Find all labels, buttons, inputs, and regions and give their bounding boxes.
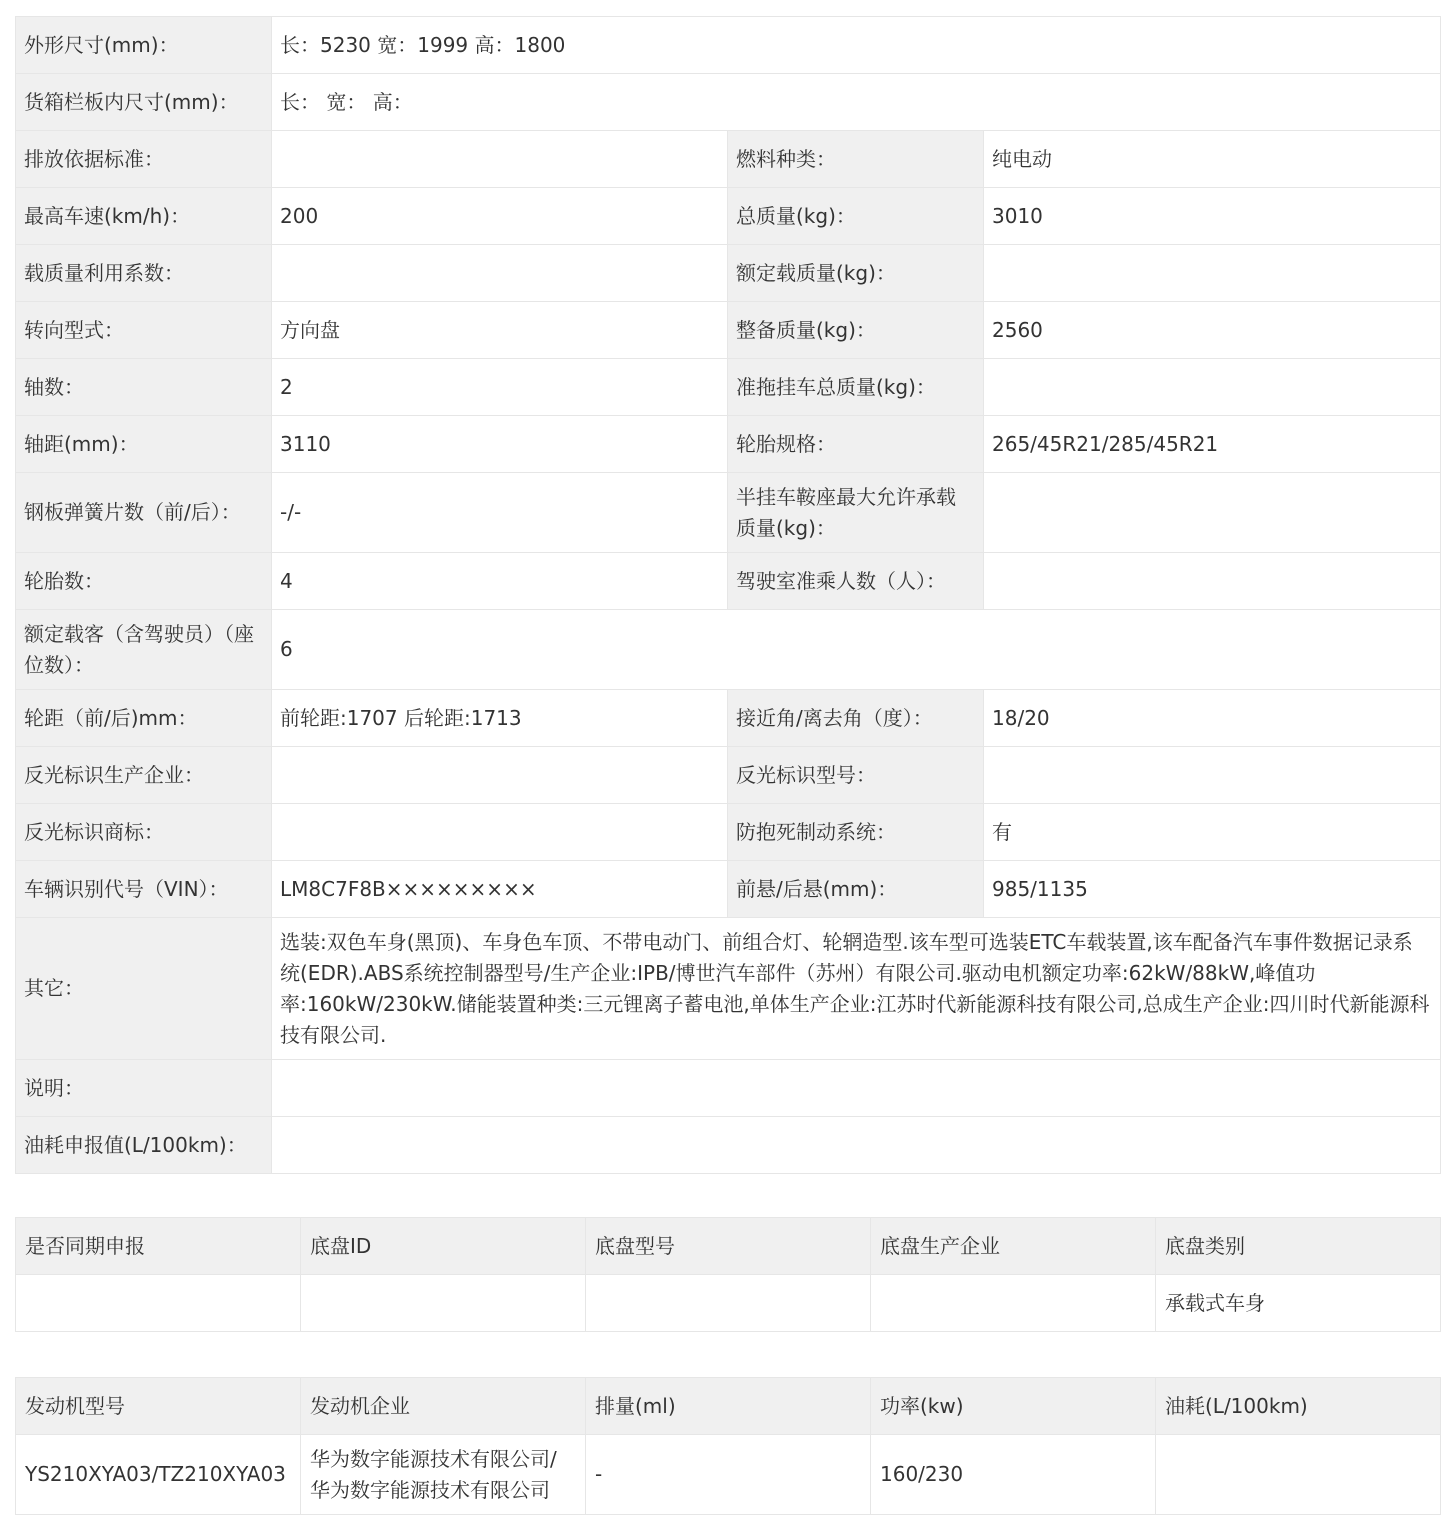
vehicle-spec-table [15, 16, 1441, 1174]
spec-label: 前悬/后悬(mm)： [728, 861, 984, 918]
spec-label: 燃料种类： [728, 131, 984, 188]
spec-label: 轮胎数： [16, 553, 272, 610]
spec-value: 200 [272, 188, 728, 245]
spec-value: 方向盘 [272, 302, 728, 359]
table-cell [586, 1275, 871, 1332]
column-header: 底盘ID [301, 1218, 586, 1275]
table-row [16, 245, 1441, 302]
spec-value [984, 245, 1441, 302]
spec-value: 985/1135 [984, 861, 1441, 918]
table-cell: 华为数字能源技术有限公司/华为数字能源技术有限公司 [301, 1435, 586, 1515]
table-row [16, 690, 1441, 747]
column-header: 发动机企业 [301, 1378, 586, 1435]
table-row [16, 74, 1441, 131]
table-cell [301, 1275, 586, 1332]
table-header-row [16, 1378, 1441, 1435]
other-value: 选装:双色车身(黑顶)、车身色车顶、不带电动门、前组合灯、轮辋造型.该车型可选装ETC车载装置,该车配备汽车事件数据记录系统(EDR).ABS系统控制器型号/生产企业:IPB/博世汽车部件（苏州）有限公司.驱动电机额定功率:62kW/88kW,峰值功率:160kW/230kW.储能装置种类:三元锂离子蓄电池,单体生产企业:江苏时代新能源科技有限公司,总成生产企业:四川时代新能源科技有限公司. [272, 918, 1441, 1060]
spec-value: 有 [984, 804, 1441, 861]
spec-label: 车辆识别代号（VIN）： [16, 861, 272, 918]
column-header: 底盘生产企业 [871, 1218, 1156, 1275]
note-label: 说明： [16, 1060, 272, 1117]
table-row [16, 1060, 1441, 1117]
table-row [16, 359, 1441, 416]
table-row [16, 1435, 1441, 1515]
spec-label: 驾驶室准乘人数（人）： [728, 553, 984, 610]
table-cell: - [586, 1435, 871, 1515]
engine-table [15, 1377, 1441, 1515]
column-header: 发动机型号 [16, 1378, 301, 1435]
spec-value: 265/45R21/285/45R21 [984, 416, 1441, 473]
spec-label: 总质量(kg)： [728, 188, 984, 245]
spec-value [984, 747, 1441, 804]
other-label: 其它： [16, 918, 272, 1060]
spec-label: 最高车速(km/h)： [16, 188, 272, 245]
table-row [16, 553, 1441, 610]
spec-value: 2560 [984, 302, 1441, 359]
spec-label: 接近角/离去角（度）： [728, 690, 984, 747]
spec-value [272, 245, 728, 302]
spec-value [272, 747, 728, 804]
spec-label: 轮胎规格： [728, 416, 984, 473]
spec-label: 反光标识商标： [16, 804, 272, 861]
spec-label: 转向型式： [16, 302, 272, 359]
spec-value: -/- [272, 473, 728, 553]
table-row [16, 1275, 1441, 1332]
spec-label: 排放依据标准： [16, 131, 272, 188]
dimensions-value: 长：5230 宽：1999 高：1800 [272, 17, 1441, 74]
fuel-declared-value [272, 1117, 1441, 1174]
spec-value: LM8C7F8B××××××××× [272, 861, 728, 918]
spec-value [984, 473, 1441, 553]
table-cell [16, 1275, 301, 1332]
fuel-declared-label: 油耗申报值(L/100km)： [16, 1117, 272, 1174]
spec-label: 载质量利用系数： [16, 245, 272, 302]
table-row [16, 804, 1441, 861]
column-header: 功率(kw) [871, 1378, 1156, 1435]
table-row [16, 416, 1441, 473]
spec-label: 反光标识生产企业： [16, 747, 272, 804]
table-row [16, 747, 1441, 804]
spec-value: 前轮距:1707 后轮距:1713 [272, 690, 728, 747]
spec-label: 轴数： [16, 359, 272, 416]
spec-value [984, 553, 1441, 610]
spec-label: 防抱死制动系统： [728, 804, 984, 861]
spec-value: 3010 [984, 188, 1441, 245]
table-row [16, 131, 1441, 188]
spec-label: 轴距(mm)： [16, 416, 272, 473]
spec-value [272, 131, 728, 188]
table-row [16, 17, 1441, 74]
spec-label: 反光标识型号： [728, 747, 984, 804]
spec-label: 半挂车鞍座最大允许承载质量(kg)： [728, 473, 984, 553]
spec-value: 4 [272, 553, 728, 610]
column-header: 排量(ml) [586, 1378, 871, 1435]
passengers-value: 6 [272, 610, 1441, 690]
table-row [16, 473, 1441, 553]
table-cell [871, 1275, 1156, 1332]
table-row [16, 918, 1441, 1060]
spec-label: 额定载质量(kg)： [728, 245, 984, 302]
column-header: 油耗(L/100km) [1156, 1378, 1441, 1435]
spec-value [272, 804, 728, 861]
table-header-row [16, 1218, 1441, 1275]
table-row [16, 302, 1441, 359]
table-row [16, 610, 1441, 690]
table-row [16, 861, 1441, 918]
spec-label: 钢板弹簧片数（前/后）： [16, 473, 272, 553]
spec-value [984, 359, 1441, 416]
table-cell [1156, 1435, 1441, 1515]
table-cell: 承载式车身 [1156, 1275, 1441, 1332]
passengers-label: 额定载客（含驾驶员）（座位数）： [16, 610, 272, 690]
spec-label: 准拖挂车总质量(kg)： [728, 359, 984, 416]
spec-label: 轮距（前/后)mm： [16, 690, 272, 747]
spec-value: 18/20 [984, 690, 1441, 747]
spec-value: 3110 [272, 416, 728, 473]
column-header: 底盘型号 [586, 1218, 871, 1275]
spec-label: 整备质量(kg)： [728, 302, 984, 359]
dimensions-label: 外形尺寸(mm)： [16, 17, 272, 74]
cargo-box-value: 长： 宽： 高： [272, 74, 1441, 131]
note-value [272, 1060, 1441, 1117]
spec-value: 纯电动 [984, 131, 1441, 188]
column-header: 底盘类别 [1156, 1218, 1441, 1275]
table-row [16, 1117, 1441, 1174]
column-header: 是否同期申报 [16, 1218, 301, 1275]
table-row [16, 188, 1441, 245]
cargo-box-label: 货箱栏板内尺寸(mm)： [16, 74, 272, 131]
spec-value: 2 [272, 359, 728, 416]
table-cell: YS210XYA03/TZ210XYA03 [16, 1435, 301, 1515]
chassis-table [15, 1217, 1441, 1332]
table-cell: 160/230 [871, 1435, 1156, 1515]
